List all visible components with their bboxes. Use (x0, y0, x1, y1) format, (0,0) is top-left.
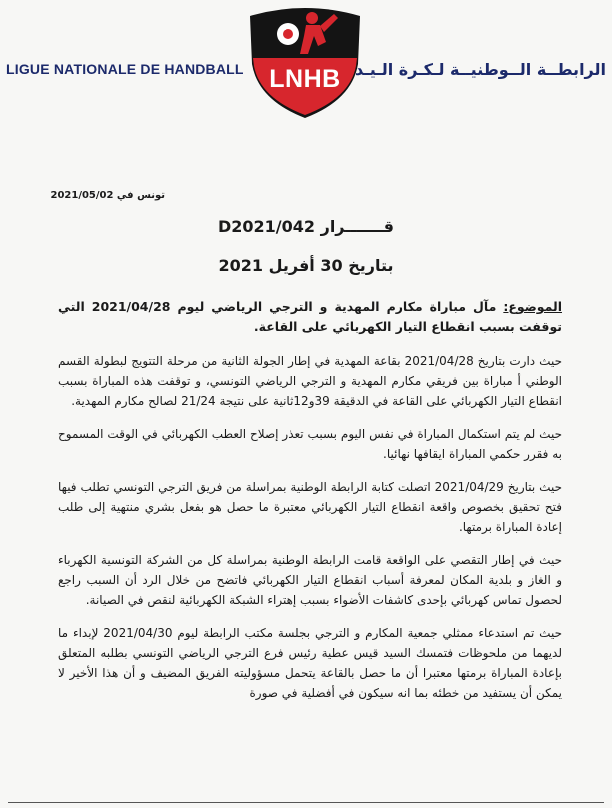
decision-date: بتاريخ 30 أفريل 2021 (218, 256, 394, 275)
logo-text: LNHB (269, 65, 341, 93)
paragraph-5: حيث تم استدعاء ممثلي جمعية المكارم و الترجي بجلسة مكتب الرابطة ليوم 2021/04/30 لإبداء ما لديهما من ملحوظات فتمسك السيد قيس عطية رئيس فرع الترجي الرياضي التونسي بطلبه المتعلق بإعادة المباراة برمتها معتبرا أن ما حصل بالقاعة يتحمل مسؤوليته الفريق المضيف و أن هذا الأخير لا يمكن أن يستفيد من خطئه بما انه سيكون في أفضلية في صورة (58, 626, 563, 700)
logo-shield-graphic (242, 2, 368, 120)
letterhead (0, 0, 612, 120)
paragraph-3: حيث بتاريخ 2021/04/29 اتصلت كتابة الرابطة الوطنية بمراسلة من فريق الترجي التونسي تطلب فيها فتح تحقيق بخصوص واقعة انقطاع التيار الكهربائي معتبرة ما حصل هو بفعل بشري منتهية إلى طلب إعادة المباراة برمتها. (58, 480, 562, 534)
document-date: تونس في 2021/05/02 (50, 190, 165, 201)
subject-text: مآل مباراة مكارم المهدية و الترجي الرياضي ليوم 2021/04/28 التي توقفت بسبب انقطاع التيار الكهربائي على القاعة. (58, 299, 562, 334)
document-body (58, 297, 562, 716)
bottom-divider (8, 802, 604, 803)
subject-line (58, 297, 562, 337)
decision-title: قـــــــرار D2021/042 (217, 217, 395, 236)
paragraph-1: حيث دارت بتاريخ 2021/04/28 بقاعة المهدية في إطار الجولة الثانية من مرحلة التتويج لبطولة القسم الوطني أ مباراة بين فريقي مكارم المهدية و الترجي الرياضي التونسي، و توقفت هذه المباراة بسبب انقطاع التيار الكهربائي على القاعة في الدقيقة 39و12ثانية على نتيجة 21/24 لصالح مكارم المهدية. (58, 354, 562, 408)
subject-label: الموضوع: (503, 299, 562, 314)
org-name-arabic: الرابطــة الــوطنيــة لـكـرة الـيـد (355, 60, 606, 79)
paragraph-4: حيث في إطار التقصي على الواقعة قامت الرابطة الوطنية بمراسلة كل من الشركة التونسية الكهرباء و الغاز و بلدية المكان لمعرفة أسباب انقطاع التيار الكهربائي فاتضح من خلال الرد أن السبب راجع لحصول تماس كهربائي بإحدى كاشفات الأضواء بسبب إهتراء الشبكة الكهربائية لنقص في الصيانة. (58, 553, 562, 607)
org-name-french: LIGUE NATIONALE DE HANDBALL (6, 61, 244, 77)
lnhb-logo (242, 2, 368, 120)
paragraph-2: حيث لم يتم استكمال المباراة في نفس اليوم بسبب تعذر إصلاح العطب الكهربائي في الوقت المسموح به فقرر حكمي المباراة ايقافها نهائيا. (58, 427, 562, 461)
